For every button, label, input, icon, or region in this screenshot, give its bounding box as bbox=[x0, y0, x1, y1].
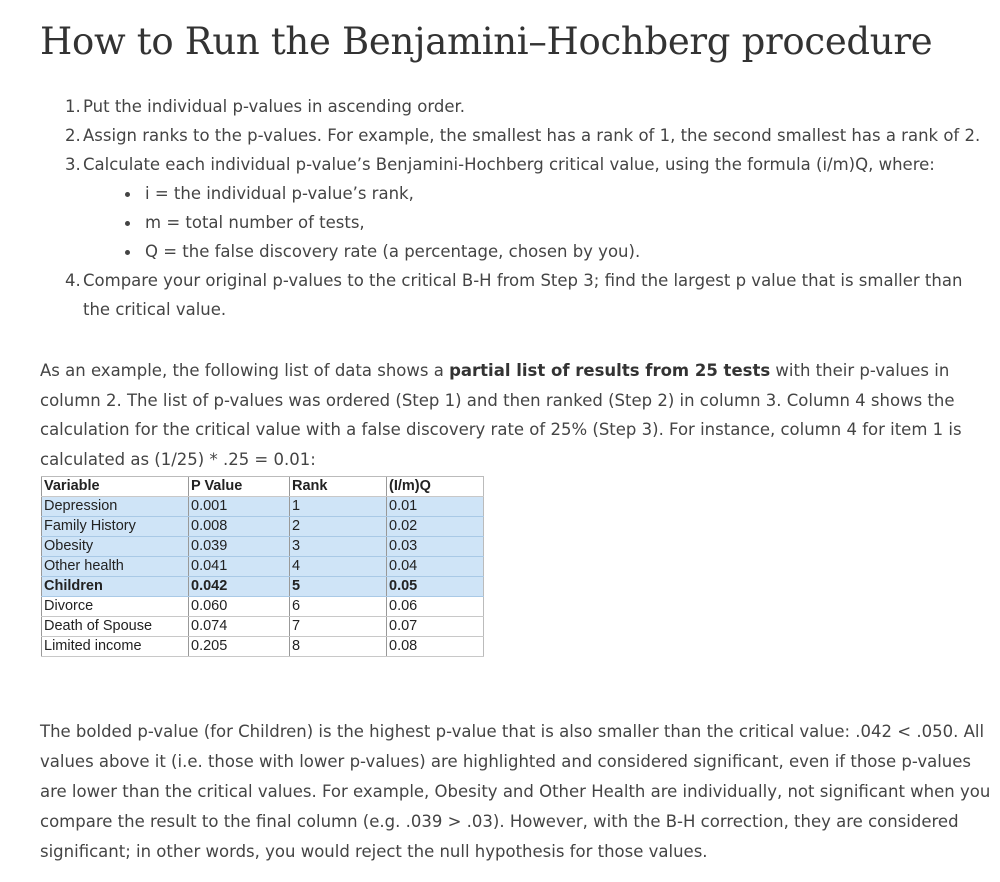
column-header: P Value bbox=[189, 477, 290, 497]
table-cell: 0.060 bbox=[189, 597, 290, 617]
intro-text: As an example, the following list of data shows a bbox=[40, 361, 450, 380]
step-item bbox=[65, 121, 990, 150]
column-header: Variable bbox=[42, 477, 189, 497]
table-cell: 0.08 bbox=[387, 637, 484, 657]
table-cell: Family History bbox=[42, 517, 189, 537]
example-intro-paragraph bbox=[40, 356, 990, 474]
step-text: Compare your original p-values to the critical B-H from Step 3; find the largest p value that is smaller than the critical value. bbox=[83, 271, 963, 319]
table-cell: Obesity bbox=[42, 537, 189, 557]
table-row bbox=[42, 537, 484, 557]
table-cell: 0.039 bbox=[189, 537, 290, 557]
step-text: Calculate each individual p-value’s Benjamini-Hochberg critical value, using the formula (i/m)Q, where: bbox=[83, 155, 935, 174]
table-row bbox=[42, 617, 484, 637]
step-text: Put the individual p-values in ascending order. bbox=[83, 97, 466, 116]
table-cell: 5 bbox=[290, 577, 387, 597]
table-cell: 0.001 bbox=[189, 497, 290, 517]
table-cell: 0.042 bbox=[189, 577, 290, 597]
table-row bbox=[42, 557, 484, 577]
page-title: How to Run the Benjamini–Hochberg procedure bbox=[40, 20, 933, 63]
table-cell: 0.06 bbox=[387, 597, 484, 617]
table-cell: 0.03 bbox=[387, 537, 484, 557]
table-cell: 8 bbox=[290, 637, 387, 657]
table-cell: 2 bbox=[290, 517, 387, 537]
table-cell: 1 bbox=[290, 497, 387, 517]
step-number: 2. bbox=[65, 126, 81, 145]
table-row bbox=[42, 497, 484, 517]
step-number: 1. bbox=[65, 97, 81, 116]
column-header: (I/m)Q bbox=[387, 477, 484, 497]
table-cell: Other health bbox=[42, 557, 189, 577]
table-body bbox=[42, 497, 484, 657]
step-item bbox=[65, 150, 990, 266]
table-cell: Limited income bbox=[42, 637, 189, 657]
table-cell: 0.205 bbox=[189, 637, 290, 657]
formula-definitions-list bbox=[83, 179, 990, 266]
definition-item: i = the individual p-value’s rank, bbox=[125, 179, 990, 208]
table-row bbox=[42, 637, 484, 657]
step-number: 3. bbox=[65, 155, 81, 174]
steps-list bbox=[65, 92, 990, 324]
table-cell: Children bbox=[42, 577, 189, 597]
table-row bbox=[42, 577, 484, 597]
conclusion-paragraph: The bolded p-value (for Children) is the highest p-value that is also smaller than the critical value: .042 < .050. All values above it (i.e. those with lower p-values) are highlighted and considered significant, even if those p-values are lower than the critical values. For example, Obesity and Other Health are individually, not significant when you compare the result to the final column (e.g. .039 > .03). However, with the B-H correction, they are considered significant; in other words, you would reject the null hypothesis for those values. bbox=[40, 722, 991, 861]
intro-text: with their p-values in column 2. The list of p-values was ordered (Step 1) and then ranked (Step 2) in column 3. Column 4 shows the calculation for the critical value with a false discovery rate of 25% (Step 3). For instance, column 4 for item 1 is calculated as (1/25) * .25 = 0.01: bbox=[40, 361, 962, 469]
results-table bbox=[41, 476, 484, 657]
step-item bbox=[65, 266, 990, 324]
table-cell: 4 bbox=[290, 557, 387, 577]
table-cell: 6 bbox=[290, 597, 387, 617]
table-cell: 0.074 bbox=[189, 617, 290, 637]
table-cell: 0.01 bbox=[387, 497, 484, 517]
table-cell: 0.02 bbox=[387, 517, 484, 537]
table-cell: 0.07 bbox=[387, 617, 484, 637]
table-cell: Depression bbox=[42, 497, 189, 517]
column-header: Rank bbox=[290, 477, 387, 497]
step-text: Assign ranks to the p-values. For example, the smallest has a rank of 1, the second smallest has a rank of 2. bbox=[83, 126, 981, 145]
table-cell: 0.04 bbox=[387, 557, 484, 577]
table-row bbox=[42, 597, 484, 617]
intro-bold-text: partial list of results from 25 tests bbox=[449, 361, 771, 380]
step-number: 4. bbox=[65, 271, 81, 290]
table-cell: Divorce bbox=[42, 597, 189, 617]
table-header-row bbox=[42, 477, 484, 497]
table-cell: 3 bbox=[290, 537, 387, 557]
table-cell: 0.041 bbox=[189, 557, 290, 577]
step-item bbox=[65, 92, 990, 121]
table-cell: Death of Spouse bbox=[42, 617, 189, 637]
definition-item: Q = the false discovery rate (a percentage, chosen by you). bbox=[125, 237, 990, 266]
table-cell: 0.05 bbox=[387, 577, 484, 597]
definition-item: m = total number of tests, bbox=[125, 208, 990, 237]
table-cell: 7 bbox=[290, 617, 387, 637]
table-row bbox=[42, 517, 484, 537]
table-cell: 0.008 bbox=[189, 517, 290, 537]
